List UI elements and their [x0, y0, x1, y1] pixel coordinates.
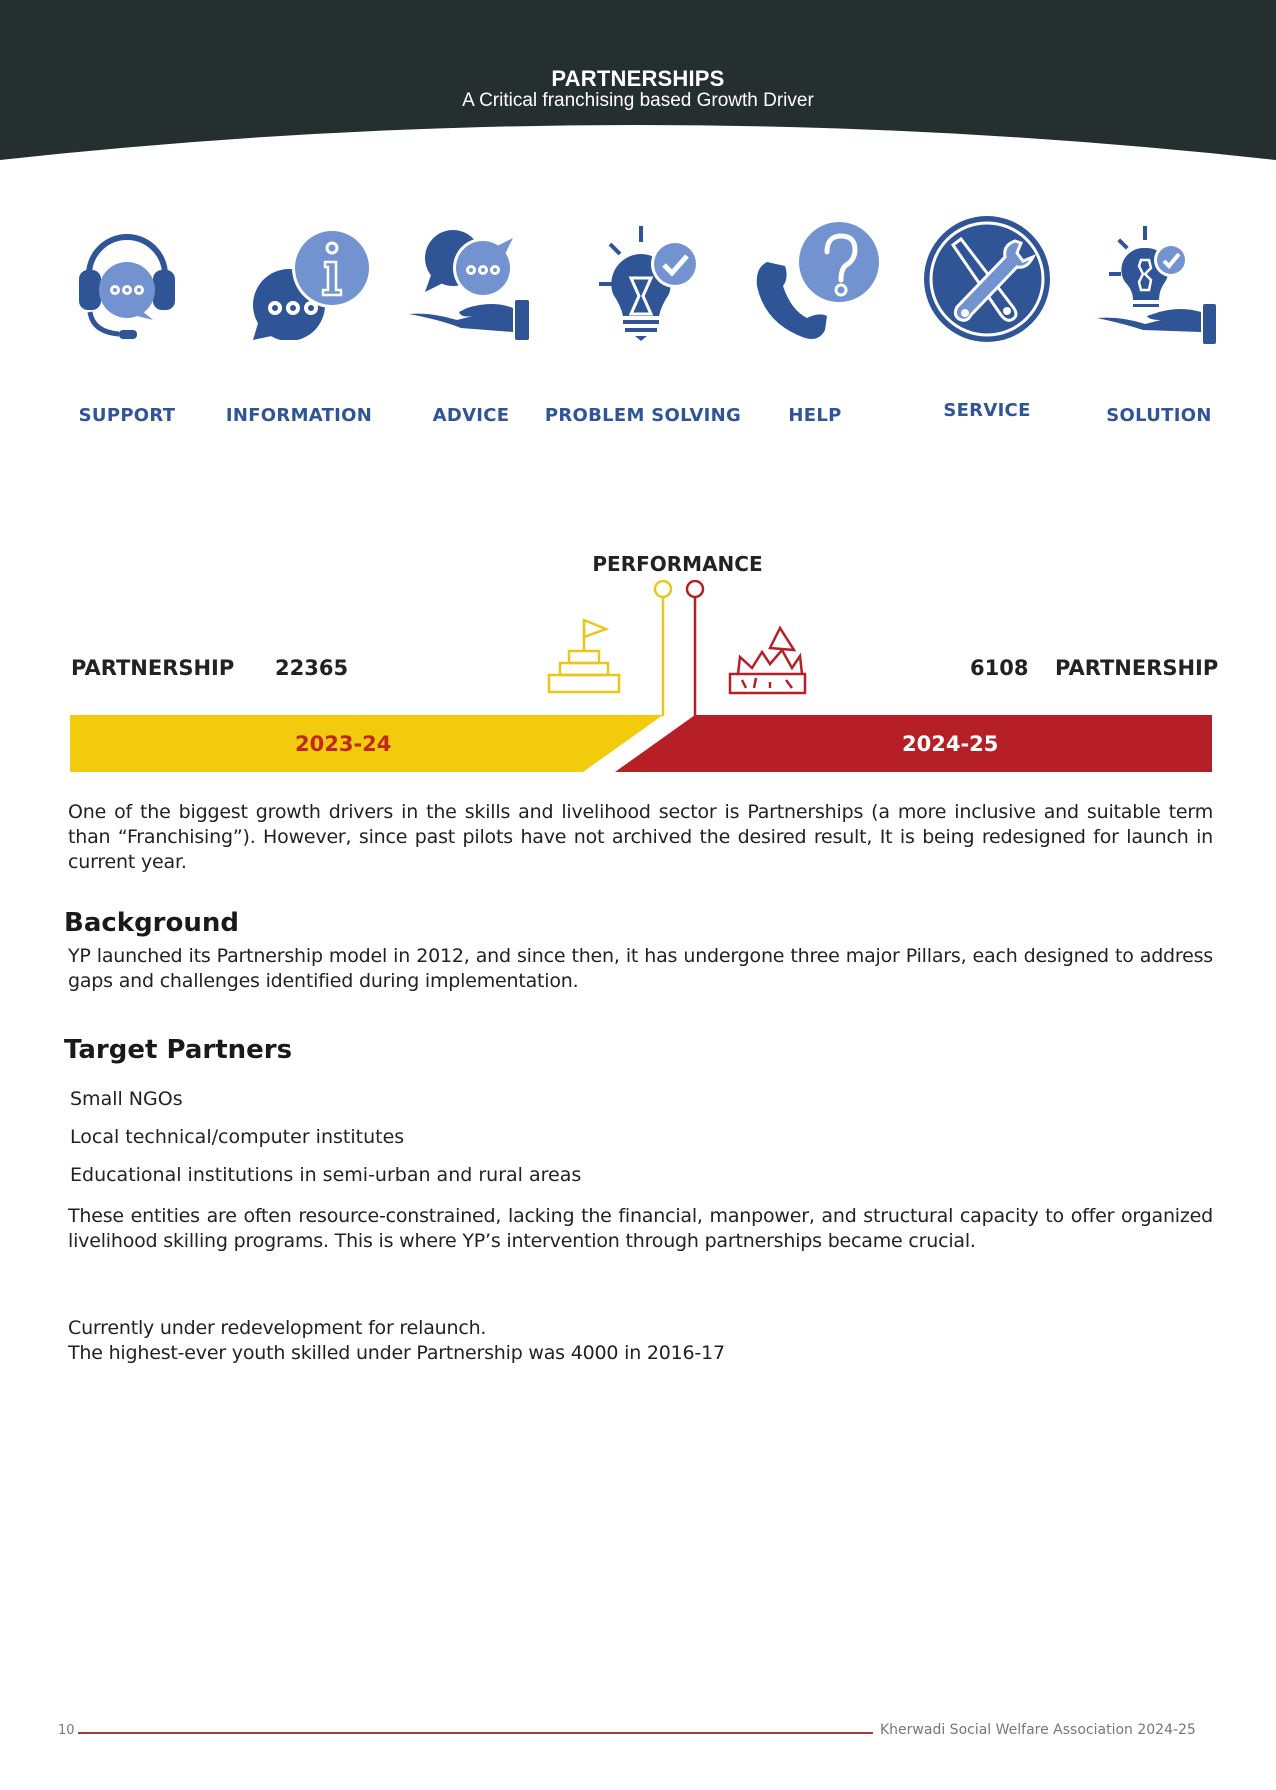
information-icon — [229, 220, 369, 340]
year-label-2024-25: 2024-25 — [902, 732, 999, 756]
icon-label-help: HELP — [788, 405, 842, 426]
advice-icon — [401, 220, 541, 340]
performance-title: PERFORMANCE — [592, 552, 763, 576]
icon-label-solution: SOLUTION — [1106, 405, 1212, 426]
year-label-2023-24: 2023-24 — [295, 732, 392, 756]
service-icon — [917, 215, 1057, 345]
icon-item-problem-solving — [544, 220, 742, 426]
right-partnership-value: 6108 — [970, 656, 1029, 680]
icon-item-support — [42, 220, 212, 426]
help-icon — [745, 220, 885, 340]
page-number: 10 — [58, 1723, 75, 1738]
target-partners-paragraph: These entities are often resource-constrained, lacking the financial, manpower, and structural capacity to offer organized livelihood skilling programs. This is where YP’s intervention through partnerships became crucial. — [68, 1205, 1213, 1252]
page-title: PARTNERSHIPS — [551, 66, 725, 91]
intro-paragraph: One of the biggest growth drivers in the skills and livelihood sector is Partnerships (a more inclusive and suitable term than “Franchising”). However, since past pilots have not archived the desired result, It is being redesigned for launch in current year. — [68, 801, 1213, 873]
icon-label-advice: ADVICE — [432, 405, 510, 426]
status-line-2: The highest-ever youth skilled under Partnership was 4000 in 2016-17 — [68, 1342, 725, 1364]
target-partner-item: Educational institutions in semi-urban and rural areas — [70, 1164, 582, 1186]
icon-item-advice — [386, 220, 556, 426]
icon-label-problem-solving: PROBLEM SOLVING — [544, 405, 742, 426]
status-line-1: Currently under redevelopment for relaunch. — [68, 1317, 487, 1339]
service-icons-row — [0, 210, 1276, 426]
icon-item-information — [214, 220, 384, 426]
right-partnership-label: PARTNERSHIP — [1055, 656, 1219, 680]
icon-item-service — [902, 215, 1072, 421]
background-heading: Background — [64, 908, 239, 938]
problem-solving-icon — [573, 220, 713, 350]
icon-item-help — [730, 220, 900, 426]
collapsed-structure-icon — [730, 628, 805, 693]
flag-pyramid-icon — [549, 620, 619, 692]
solution-icon — [1089, 220, 1229, 350]
support-icon — [57, 220, 197, 340]
icon-item-solution — [1074, 220, 1244, 426]
background-paragraph: YP launched its Partnership model in 2012, and since then, it has undergone three major Pillars, each designed to address gaps and challenges identified during implementation. — [68, 945, 1213, 992]
icon-label-support: SUPPORT — [78, 405, 176, 426]
icon-label-information: INFORMATION — [225, 405, 373, 426]
target-partner-item: Local technical/computer institutes — [70, 1126, 405, 1148]
left-partnership-label: PARTNERSHIP — [71, 656, 235, 680]
performance-comparison-graphic — [0, 580, 1276, 780]
target-partner-item: Small NGOs — [70, 1088, 183, 1110]
footer-divider — [78, 1732, 873, 1734]
icon-label-service: SERVICE — [943, 400, 1031, 421]
footer-organization: Kherwadi Social Welfare Association 2024-25 — [880, 1722, 1196, 1738]
left-partnership-value: 22365 — [275, 656, 349, 680]
target-partners-heading: Target Partners — [64, 1035, 293, 1065]
page-subtitle: A Critical franchising based Growth Driver — [462, 90, 814, 111]
page-header — [0, 0, 1276, 165]
